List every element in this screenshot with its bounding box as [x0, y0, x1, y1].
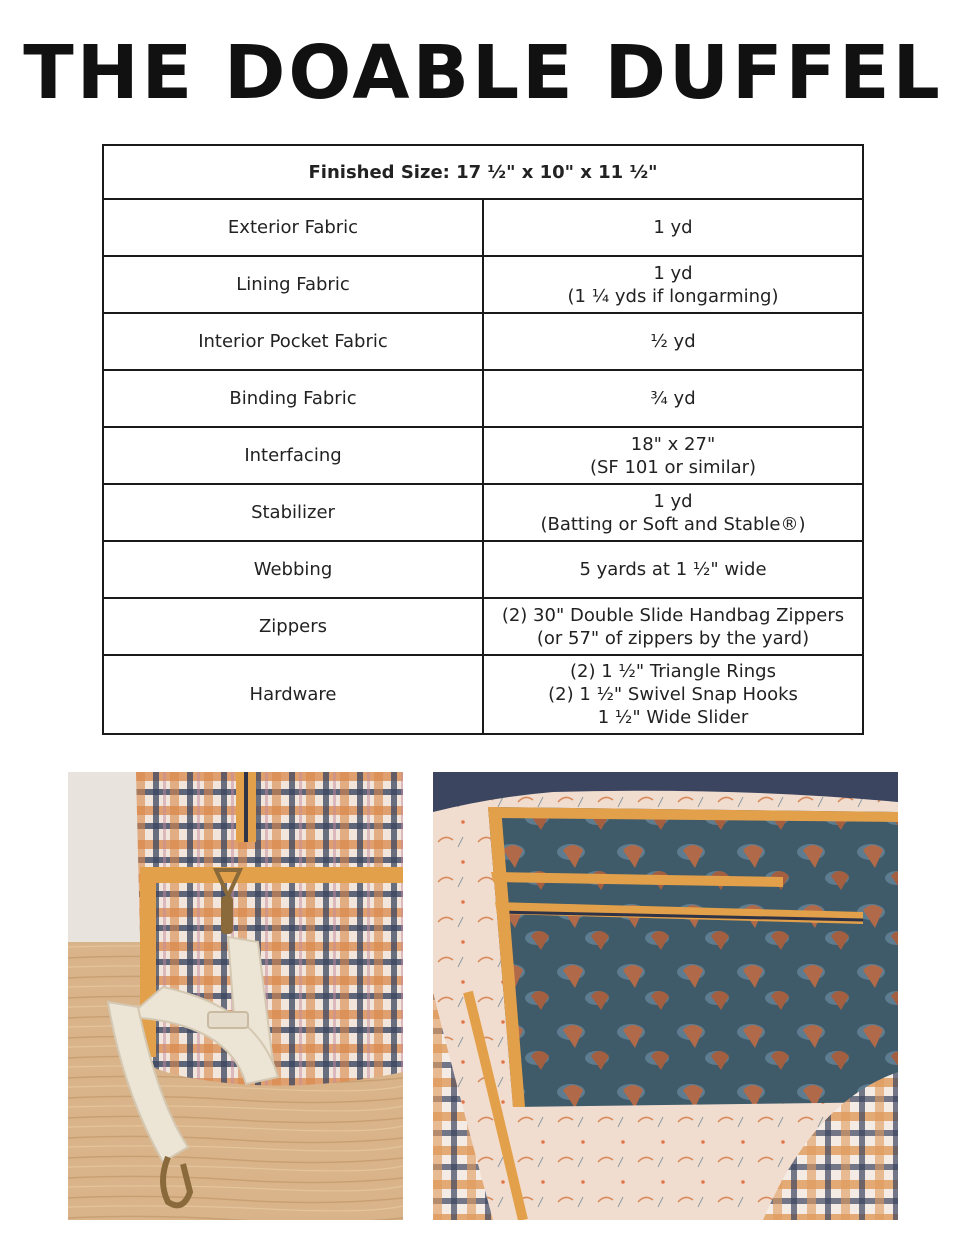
finished-size-cell: Finished Size: 17 ½" x 10" x 11 ½" [103, 145, 863, 199]
photo-bag-exterior [68, 772, 403, 1220]
row-value [483, 655, 863, 734]
value-line: (2) 1 ½" Triangle Rings [570, 661, 776, 682]
table-row [103, 541, 863, 598]
row-label: Hardware [103, 655, 483, 734]
row-label: Stabilizer [103, 484, 483, 541]
row-value [483, 313, 863, 370]
table-row [103, 427, 863, 484]
table-row [103, 655, 863, 734]
row-value [483, 427, 863, 484]
value-line: 1 yd [653, 490, 693, 512]
row-label: Interfacing [103, 427, 483, 484]
value-line: (SF 101 or similar) [589, 456, 757, 478]
row-value [483, 598, 863, 655]
table-row [103, 484, 863, 541]
row-label: Lining Fabric [103, 256, 483, 313]
swivel-hook-top [221, 896, 233, 934]
pocket-binding-top [140, 867, 403, 883]
pocket-panel [488, 807, 898, 1107]
table-row [103, 256, 863, 313]
row-value [483, 199, 863, 256]
value-line: 1 yd [653, 217, 693, 238]
strap-slider [208, 1012, 248, 1028]
row-label: Exterior Fabric [103, 199, 483, 256]
row-label: Binding Fabric [103, 370, 483, 427]
row-value [483, 484, 863, 541]
value-line: (1 ¼ yds if longarming) [567, 285, 779, 307]
table-header-row [103, 145, 863, 199]
page-title: THE DOABLE DUFFEL [23, 30, 943, 116]
table-row [103, 370, 863, 427]
row-value [483, 541, 863, 598]
table-row [103, 598, 863, 655]
row-label: Interior Pocket Fabric [103, 313, 483, 370]
table-row [103, 313, 863, 370]
value-line: (Batting or Soft and Stable®) [540, 513, 806, 535]
value-line: ½ yd [650, 331, 696, 352]
zipper-teeth [244, 772, 248, 842]
row-value [483, 370, 863, 427]
value-line: (2) 1 ½" Swivel Snap Hooks [548, 684, 798, 705]
value-line: 1 ½" Wide Slider [597, 707, 749, 728]
value-line: (2) 30" Double Slide Handbag Zippers [501, 604, 845, 626]
table-row [103, 199, 863, 256]
supply-table [102, 144, 864, 735]
value-line: (or 57" of zippers by the yard) [536, 627, 810, 649]
value-line: 18" x 27" [630, 433, 716, 455]
value-line: 5 yards at 1 ½" wide [579, 559, 767, 580]
row-label: Zippers [103, 598, 483, 655]
value-line: ¾ yd [650, 388, 696, 409]
value-line: 1 yd [653, 262, 693, 284]
photo-bag-interior [433, 772, 898, 1220]
row-label: Webbing [103, 541, 483, 598]
row-value [483, 256, 863, 313]
